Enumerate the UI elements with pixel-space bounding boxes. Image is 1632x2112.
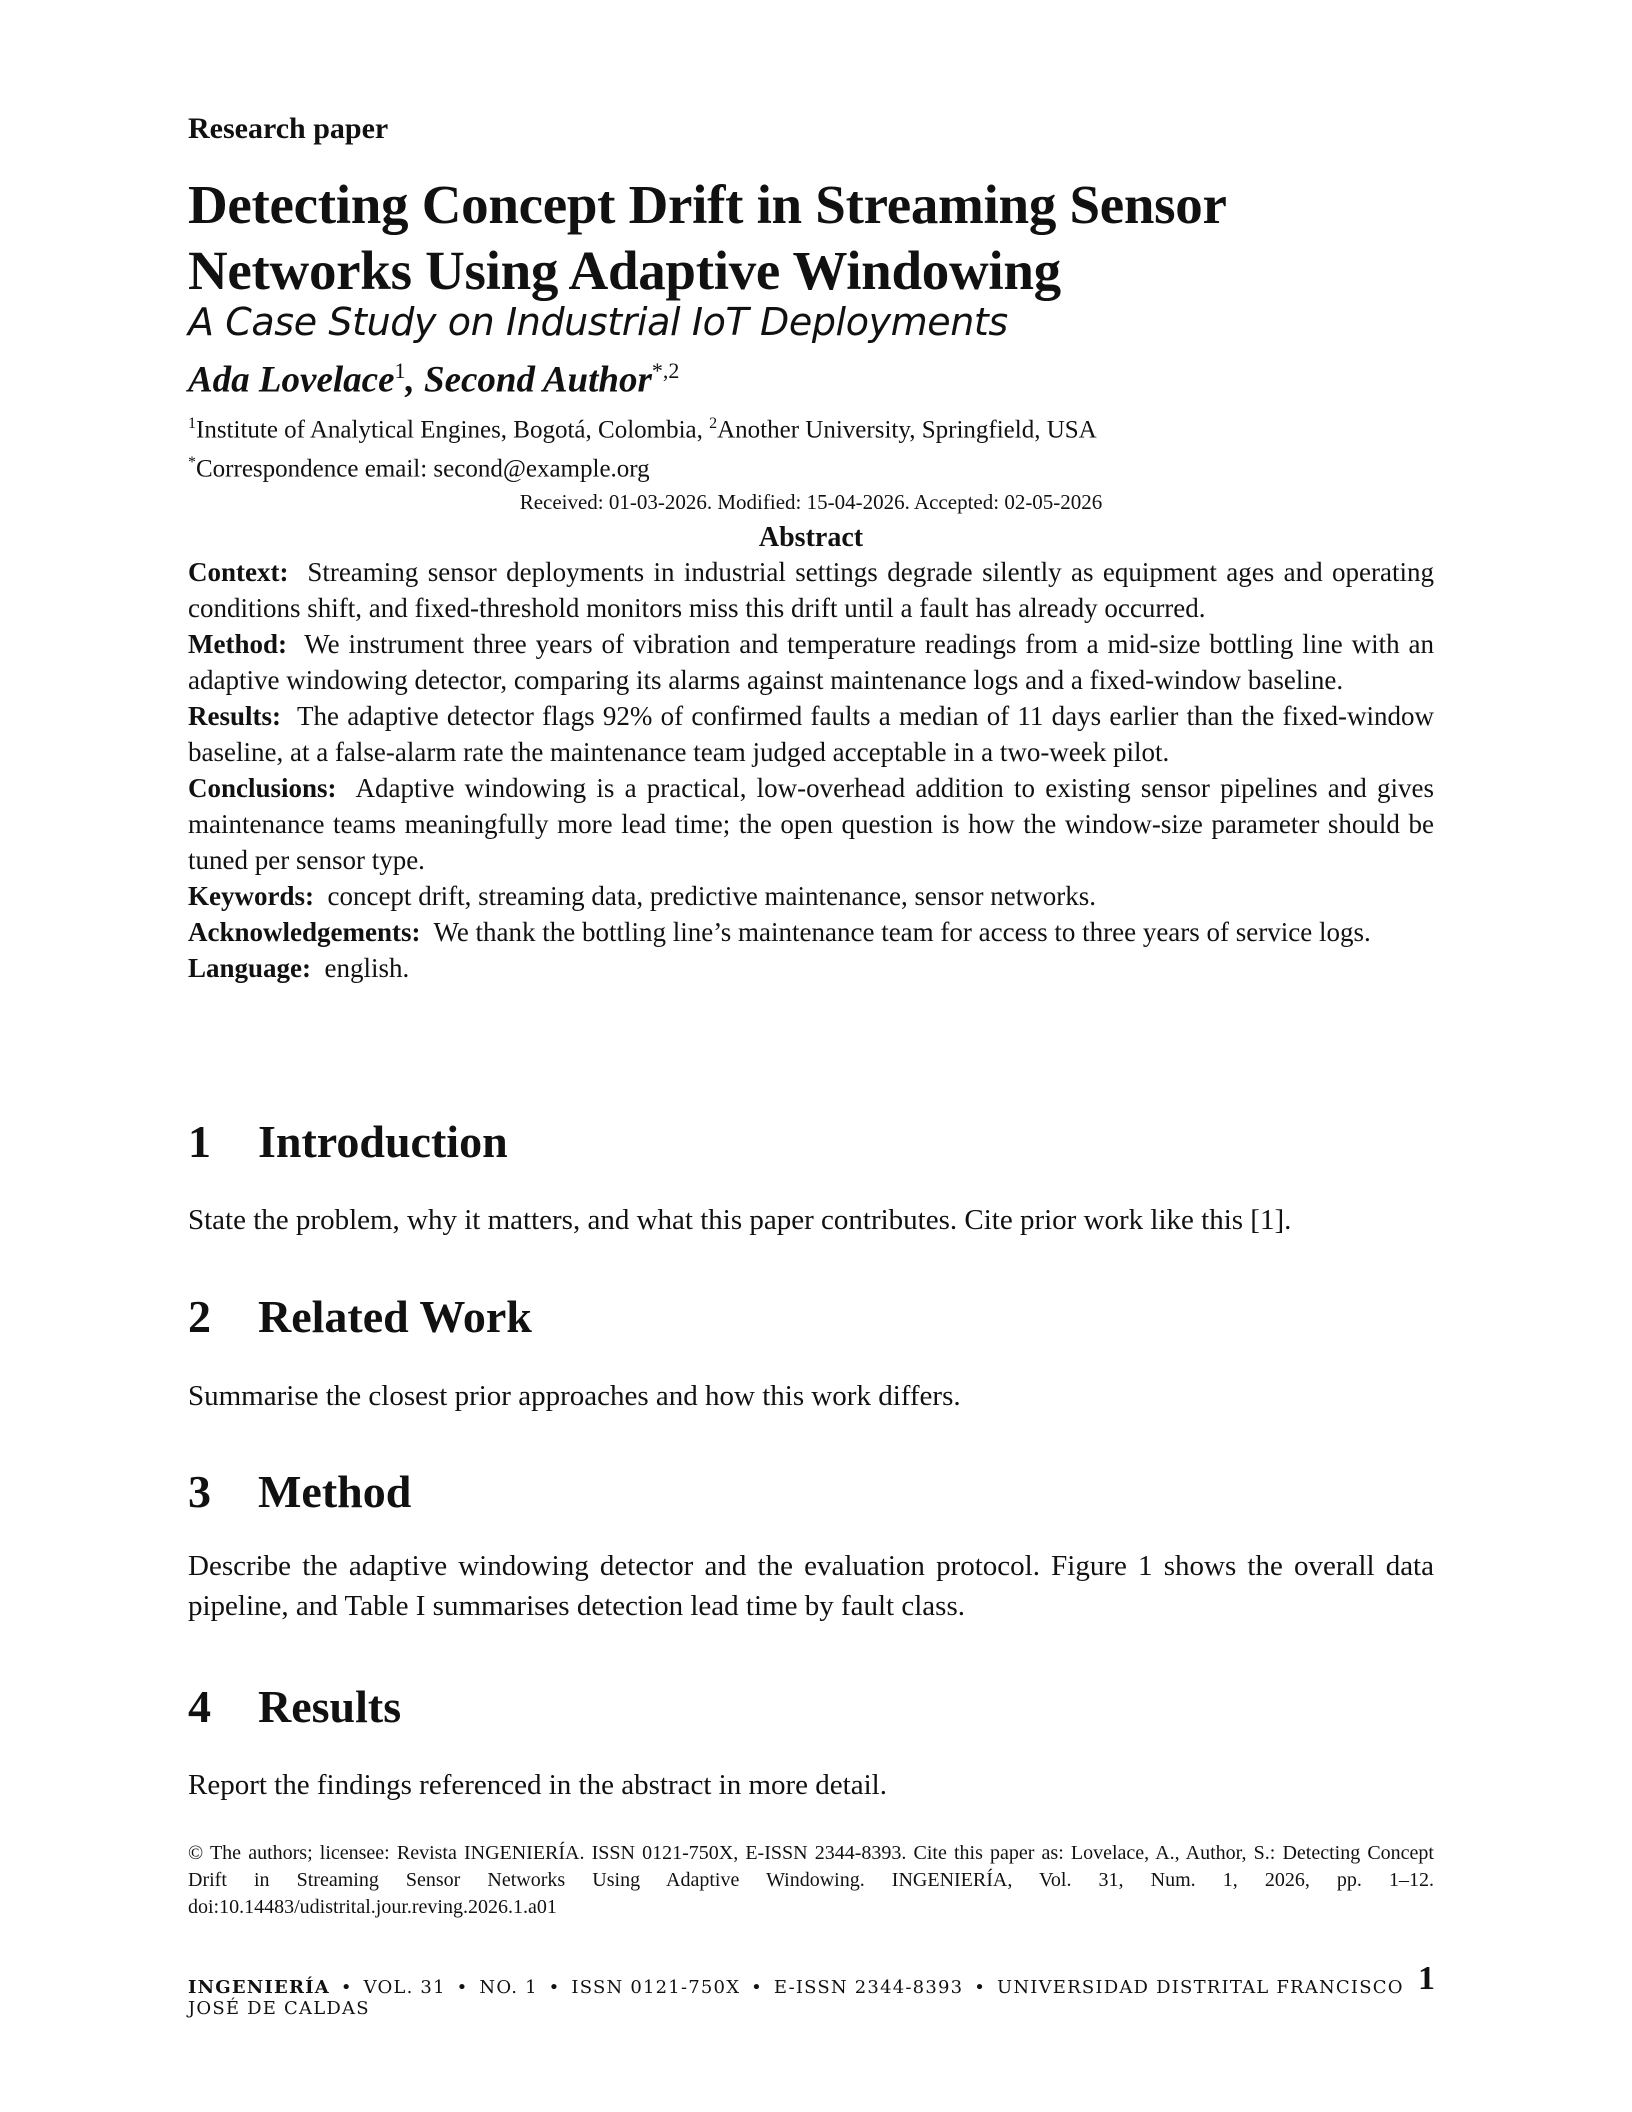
abstract-conclusions [188,770,1434,878]
keywords-text: concept drift, streaming data, predictive maintenance, sensor networks. [327,881,1096,911]
context-text: Streaming sensor deployments in industrial settings degrade silently as equipment ages and operating conditions shift, and fixed-threshold monitors miss this drift until a fault has already occurred. [188,557,1435,623]
section-body-related-work: Summarise the closest prior approaches and how this work differs. [188,1380,961,1412]
submission-dates: Received: 01-03-2026. Modified: 15-04-2026. Accepted: 02-05-2026 [519,490,1103,514]
author-1-name: Ada Lovelace [188,359,395,401]
footer-bullet: • [548,1977,561,1998]
page-number: 1 [1418,1960,1435,1997]
abstract-context [188,554,1434,626]
section-body-introduction: State the problem, why it matters, and what this paper contributes. Cite prior work like this [1]. [188,1204,1292,1236]
author-1-affiliation-mark: 1 [394,358,406,383]
paper-subtitle: A Case Study on Industrial IoT Deployments [188,300,1008,344]
section-title: Introduction [258,1116,508,1167]
section-title: Related Work [258,1291,532,1342]
results-text: The adaptive detector flags 92% of confirmed faults a median of 11 days earlier than the fixed-window baseline, at a false-alarm rate the maintenance team judged acceptable in a two-week pilot. [188,701,1435,767]
footer-bullet: • [974,1977,987,1998]
footer-number: NO. 1 [479,1977,538,1998]
conclusions-label: Conclusions: [188,773,337,803]
correspondence-mark: * [188,454,196,471]
abstract-results [188,698,1434,770]
affiliation-2-mark: 2 [709,415,718,432]
footer-bullet: • [456,1977,469,1998]
footer-bullet: • [340,1977,353,1998]
abstract-keywords [188,878,1434,914]
author-2-name: Second Author [424,359,652,401]
keywords-label: Keywords: [188,881,314,911]
abstract [188,554,1434,986]
section-number: 1 [188,1116,211,1167]
results-label: Results: [188,701,281,731]
section-heading-results [188,1680,1434,1733]
footer-university: UNIVERSIDAD DISTRITAL FRANCISCO JOSÉ DE CALDAS [188,1977,1404,2019]
section-number: 2 [188,1291,211,1342]
footer-bullet: • [751,1977,763,1998]
license-citation-note: © The authors; licensee: Revista INGENIERÍA. ISSN 0121-750X, E-ISSN 2344-8393. Cite this paper as: Lovelace, A., Author, S.: Detecting Concept Drift in Streaming Sensor Networks Using Adaptive Windowing. INGENIERÍA, Vol. 31, Num. 1, 2026, pp. 1–12. doi:10.14483/udistrital.jour.reving.2026.1.a01 [188,1842,1434,1918]
title-line-2: Networks Using Adaptive Windowing [188,240,1061,301]
affiliations [188,415,1434,444]
acknowledgements-label: Acknowledgements: [188,917,421,947]
section-number: 4 [188,1681,211,1732]
abstract-method [188,626,1434,698]
footer-journal: INGENIERÍA [188,1977,330,1998]
section-title: Results [258,1681,402,1732]
abstract-acknowledgements [188,914,1434,950]
title-line-1: Detecting Concept Drift in Streaming Sensor [188,174,1227,235]
affiliation-1: Institute of Analytical Engines, Bogotá, Colombia, [196,416,710,444]
author-list [188,358,1434,401]
footer-eissn: E-ISSN 2344-8393 [773,1977,964,1998]
footer-volume: VOL. 31 [363,1977,446,1998]
acknowledgements-text: We thank the bottling line’s maintenance team for access to three years of service logs. [433,917,1371,947]
language-text: english. [324,953,410,983]
section-body-method: Describe the adaptive windowing detector and the evaluation protocol. Figure 1 shows the overall data pipeline, and Table I summarises detection lead time by fault class. [188,1550,1434,1622]
paper-title [188,172,1434,304]
author-separator: , [405,359,424,401]
section-number: 3 [188,1466,211,1517]
method-text: We instrument three years of vibration and temperature readings from a mid-size bottling line with an adaptive windowing detector, comparing its alarms against maintenance logs and a fixed-window baseline. [188,629,1434,695]
affiliation-1-mark: 1 [188,415,196,432]
section-body-results: Report the findings referenced in the abstract in more detail. [188,1769,887,1801]
journal-footer [188,1977,1434,2019]
paper-type-label: Research paper [188,112,389,145]
abstract-language [188,950,1434,986]
language-label: Language: [188,953,312,983]
correspondence [188,454,1434,483]
method-label: Method: [188,629,287,659]
author-2-affiliation-mark: *,2 [651,358,680,383]
affiliation-2: Another University, Springfield, USA [717,416,1097,444]
footer-issn: ISSN 0121-750X [571,1977,741,1998]
section-heading-method [188,1465,1434,1518]
section-title: Method [258,1466,412,1517]
abstract-heading: Abstract [758,522,864,553]
section-heading-related-work [188,1290,1434,1343]
conclusions-text: Adaptive windowing is a practical, low-overhead addition to existing sensor pipelines and gives maintenance teams meaningfully more lead time; the open question is how the window-size parameter should be tuned per sensor type. [188,773,1434,875]
correspondence-email: Correspondence email: second@example.org [196,455,650,483]
section-heading-introduction [188,1115,1434,1168]
context-label: Context: [188,557,289,587]
